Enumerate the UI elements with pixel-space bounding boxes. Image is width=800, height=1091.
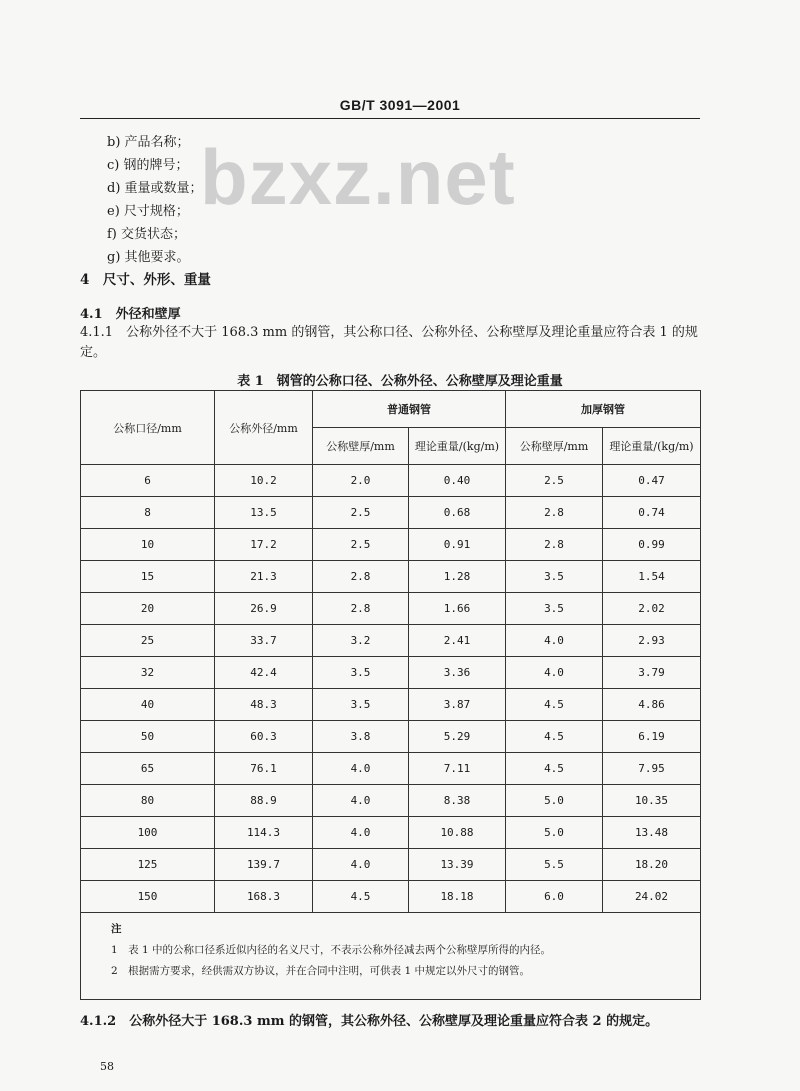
- cell-outer-diameter: 88.9: [215, 785, 313, 817]
- list-item: b) 产品名称；: [107, 135, 190, 150]
- cell-nominal-bore: 25: [81, 625, 215, 657]
- cell-ordinary-weight: 10.88: [409, 817, 506, 849]
- cell-ordinary-wall: 4.0: [313, 753, 409, 785]
- table-row: [81, 625, 701, 657]
- cell-nominal-bore: 50: [81, 721, 215, 753]
- cell-thickened-weight: 7.95: [603, 753, 701, 785]
- cell-thickened-wall: 5.0: [506, 817, 603, 849]
- table-row: [81, 529, 701, 561]
- cell-outer-diameter: 21.3: [215, 561, 313, 593]
- cell-outer-diameter: 48.3: [215, 689, 313, 721]
- cell-thickened-weight: 0.99: [603, 529, 701, 561]
- cell-nominal-bore: 125: [81, 849, 215, 881]
- cell-ordinary-wall: 2.8: [313, 561, 409, 593]
- cell-thickened-weight: 18.20: [603, 849, 701, 881]
- cell-nominal-bore: 150: [81, 881, 215, 913]
- cell-ordinary-weight: 5.29: [409, 721, 506, 753]
- cell-ordinary-wall: 4.5: [313, 881, 409, 913]
- cell-ordinary-wall: 2.5: [313, 497, 409, 529]
- cell-thickened-wall: 3.5: [506, 561, 603, 593]
- cell-ordinary-wall: 3.5: [313, 689, 409, 721]
- cell-thickened-wall: 4.5: [506, 753, 603, 785]
- header-divider: [80, 118, 700, 119]
- cell-thickened-weight: 0.47: [603, 465, 701, 497]
- note-item: 2 根据需方要求，经供需双方协议，并在合同中注明，可供表 1 中规定以外尺寸的钢管。: [111, 965, 531, 977]
- cell-outer-diameter: 33.7: [215, 625, 313, 657]
- header-ordinary-wall: 公称壁厚/mm: [313, 428, 409, 465]
- cell-ordinary-wall: 2.0: [313, 465, 409, 497]
- cell-thickened-weight: 6.19: [603, 721, 701, 753]
- section-4-1-heading: 4.1 外径和壁厚: [80, 307, 181, 322]
- cell-nominal-bore: 80: [81, 785, 215, 817]
- table-row: [81, 593, 701, 625]
- cell-outer-diameter: 114.3: [215, 817, 313, 849]
- list-item: f) 交货状态；: [107, 227, 187, 242]
- cell-ordinary-weight: 0.91: [409, 529, 506, 561]
- cell-thickened-wall: 2.8: [506, 529, 603, 561]
- header-ordinary-pipe: 普通钢管: [313, 391, 506, 428]
- watermark: bzxz.net: [200, 133, 516, 221]
- cell-thickened-wall: 4.5: [506, 721, 603, 753]
- cell-thickened-wall: 4.5: [506, 689, 603, 721]
- section-4-heading: 4 尺寸、外形、重量: [80, 272, 211, 288]
- header-thickened-wall: 公称壁厚/mm: [506, 428, 603, 465]
- cell-thickened-weight: 1.54: [603, 561, 701, 593]
- cell-thickened-wall: 2.5: [506, 465, 603, 497]
- note-item: 1 表 1 中的公称口径系近似内径的名义尺寸，不表示公称外径减去两个公称壁厚所得的内径。: [111, 944, 552, 956]
- table-row: [81, 721, 701, 753]
- header-nominal-bore: 公称口径/mm: [81, 391, 215, 465]
- cell-thickened-weight: 3.79: [603, 657, 701, 689]
- table-row: [81, 689, 701, 721]
- cell-ordinary-wall: 2.8: [313, 593, 409, 625]
- cell-ordinary-wall: 4.0: [313, 785, 409, 817]
- header-thickened-weight: 理论重量/(kg/m): [603, 428, 701, 465]
- cell-ordinary-weight: 0.40: [409, 465, 506, 497]
- cell-thickened-wall: 4.0: [506, 657, 603, 689]
- table-row: [81, 881, 701, 913]
- table-row: [81, 817, 701, 849]
- cell-thickened-wall: 6.0: [506, 881, 603, 913]
- cell-nominal-bore: 20: [81, 593, 215, 625]
- cell-outer-diameter: 42.4: [215, 657, 313, 689]
- cell-thickened-weight: 4.86: [603, 689, 701, 721]
- header-outer-diameter: 公称外径/mm: [215, 391, 313, 465]
- cell-ordinary-wall: 2.5: [313, 529, 409, 561]
- table-notes: [81, 913, 701, 1000]
- cell-thickened-weight: 24.02: [603, 881, 701, 913]
- cell-thickened-weight: 2.93: [603, 625, 701, 657]
- cell-ordinary-weight: 13.39: [409, 849, 506, 881]
- cell-outer-diameter: 26.9: [215, 593, 313, 625]
- cell-ordinary-wall: 4.0: [313, 817, 409, 849]
- cell-nominal-bore: 15: [81, 561, 215, 593]
- cell-ordinary-wall: 3.5: [313, 657, 409, 689]
- cell-ordinary-weight: 7.11: [409, 753, 506, 785]
- cell-thickened-wall: 5.0: [506, 785, 603, 817]
- cell-nominal-bore: 40: [81, 689, 215, 721]
- table-row: [81, 785, 701, 817]
- cell-ordinary-weight: 3.87: [409, 689, 506, 721]
- cell-ordinary-weight: 18.18: [409, 881, 506, 913]
- standard-code: GB/T 3091—2001: [339, 97, 461, 113]
- table-row: [81, 561, 701, 593]
- table-row: [81, 465, 701, 497]
- table-1: [80, 390, 701, 1000]
- cell-nominal-bore: 6: [81, 465, 215, 497]
- cell-ordinary-weight: 1.28: [409, 561, 506, 593]
- cell-nominal-bore: 10: [81, 529, 215, 561]
- cell-ordinary-weight: 3.36: [409, 657, 506, 689]
- cell-thickened-weight: 2.02: [603, 593, 701, 625]
- cell-outer-diameter: 139.7: [215, 849, 313, 881]
- clause-4-1-1: 4.1.1 公称外径不大于 168.3 mm 的钢管，其公称口径、公称外径、公称壁厚及理论重量应符合表 1 的规定。: [80, 325, 698, 360]
- table-1-caption: 表 1 钢管的公称口径、公称外径、公称壁厚及理论重量: [237, 374, 563, 389]
- header-thickened-pipe: 加厚钢管: [506, 391, 701, 428]
- cell-outer-diameter: 76.1: [215, 753, 313, 785]
- cell-thickened-wall: 4.0: [506, 625, 603, 657]
- cell-outer-diameter: 17.2: [215, 529, 313, 561]
- cell-nominal-bore: 100: [81, 817, 215, 849]
- cell-thickened-weight: 13.48: [603, 817, 701, 849]
- cell-ordinary-wall: 3.8: [313, 721, 409, 753]
- list-item: d) 重量或数量；: [107, 181, 203, 196]
- cell-thickened-wall: 2.8: [506, 497, 603, 529]
- cell-nominal-bore: 65: [81, 753, 215, 785]
- list-item: g) 其他要求。: [107, 250, 190, 265]
- table-row: [81, 849, 701, 881]
- list-item: e) 尺寸规格；: [107, 204, 189, 219]
- cell-ordinary-weight: 1.66: [409, 593, 506, 625]
- table-row: [81, 497, 701, 529]
- cell-outer-diameter: 168.3: [215, 881, 313, 913]
- page-number: 58: [100, 1060, 114, 1073]
- cell-thickened-weight: 0.74: [603, 497, 701, 529]
- list-item: c) 钢的牌号；: [107, 158, 189, 173]
- cell-ordinary-weight: 2.41: [409, 625, 506, 657]
- cell-ordinary-wall: 4.0: [313, 849, 409, 881]
- cell-thickened-wall: 3.5: [506, 593, 603, 625]
- cell-thickened-wall: 5.5: [506, 849, 603, 881]
- cell-outer-diameter: 10.2: [215, 465, 313, 497]
- cell-ordinary-weight: 0.68: [409, 497, 506, 529]
- table-row: [81, 657, 701, 689]
- cell-nominal-bore: 8: [81, 497, 215, 529]
- notes-label: 注: [111, 923, 122, 935]
- cell-ordinary-weight: 8.38: [409, 785, 506, 817]
- clause-4-1-2: 4.1.2 公称外径大于 168.3 mm 的钢管，其公称外径、公称壁厚及理论重量应符合表 2 的规定。: [80, 1014, 659, 1029]
- cell-outer-diameter: 13.5: [215, 497, 313, 529]
- table-row: [81, 753, 701, 785]
- order-info-list: [107, 131, 203, 269]
- cell-thickened-weight: 10.35: [603, 785, 701, 817]
- cell-outer-diameter: 60.3: [215, 721, 313, 753]
- header-ordinary-weight: 理论重量/(kg/m): [409, 428, 506, 465]
- cell-ordinary-wall: 3.2: [313, 625, 409, 657]
- cell-nominal-bore: 32: [81, 657, 215, 689]
